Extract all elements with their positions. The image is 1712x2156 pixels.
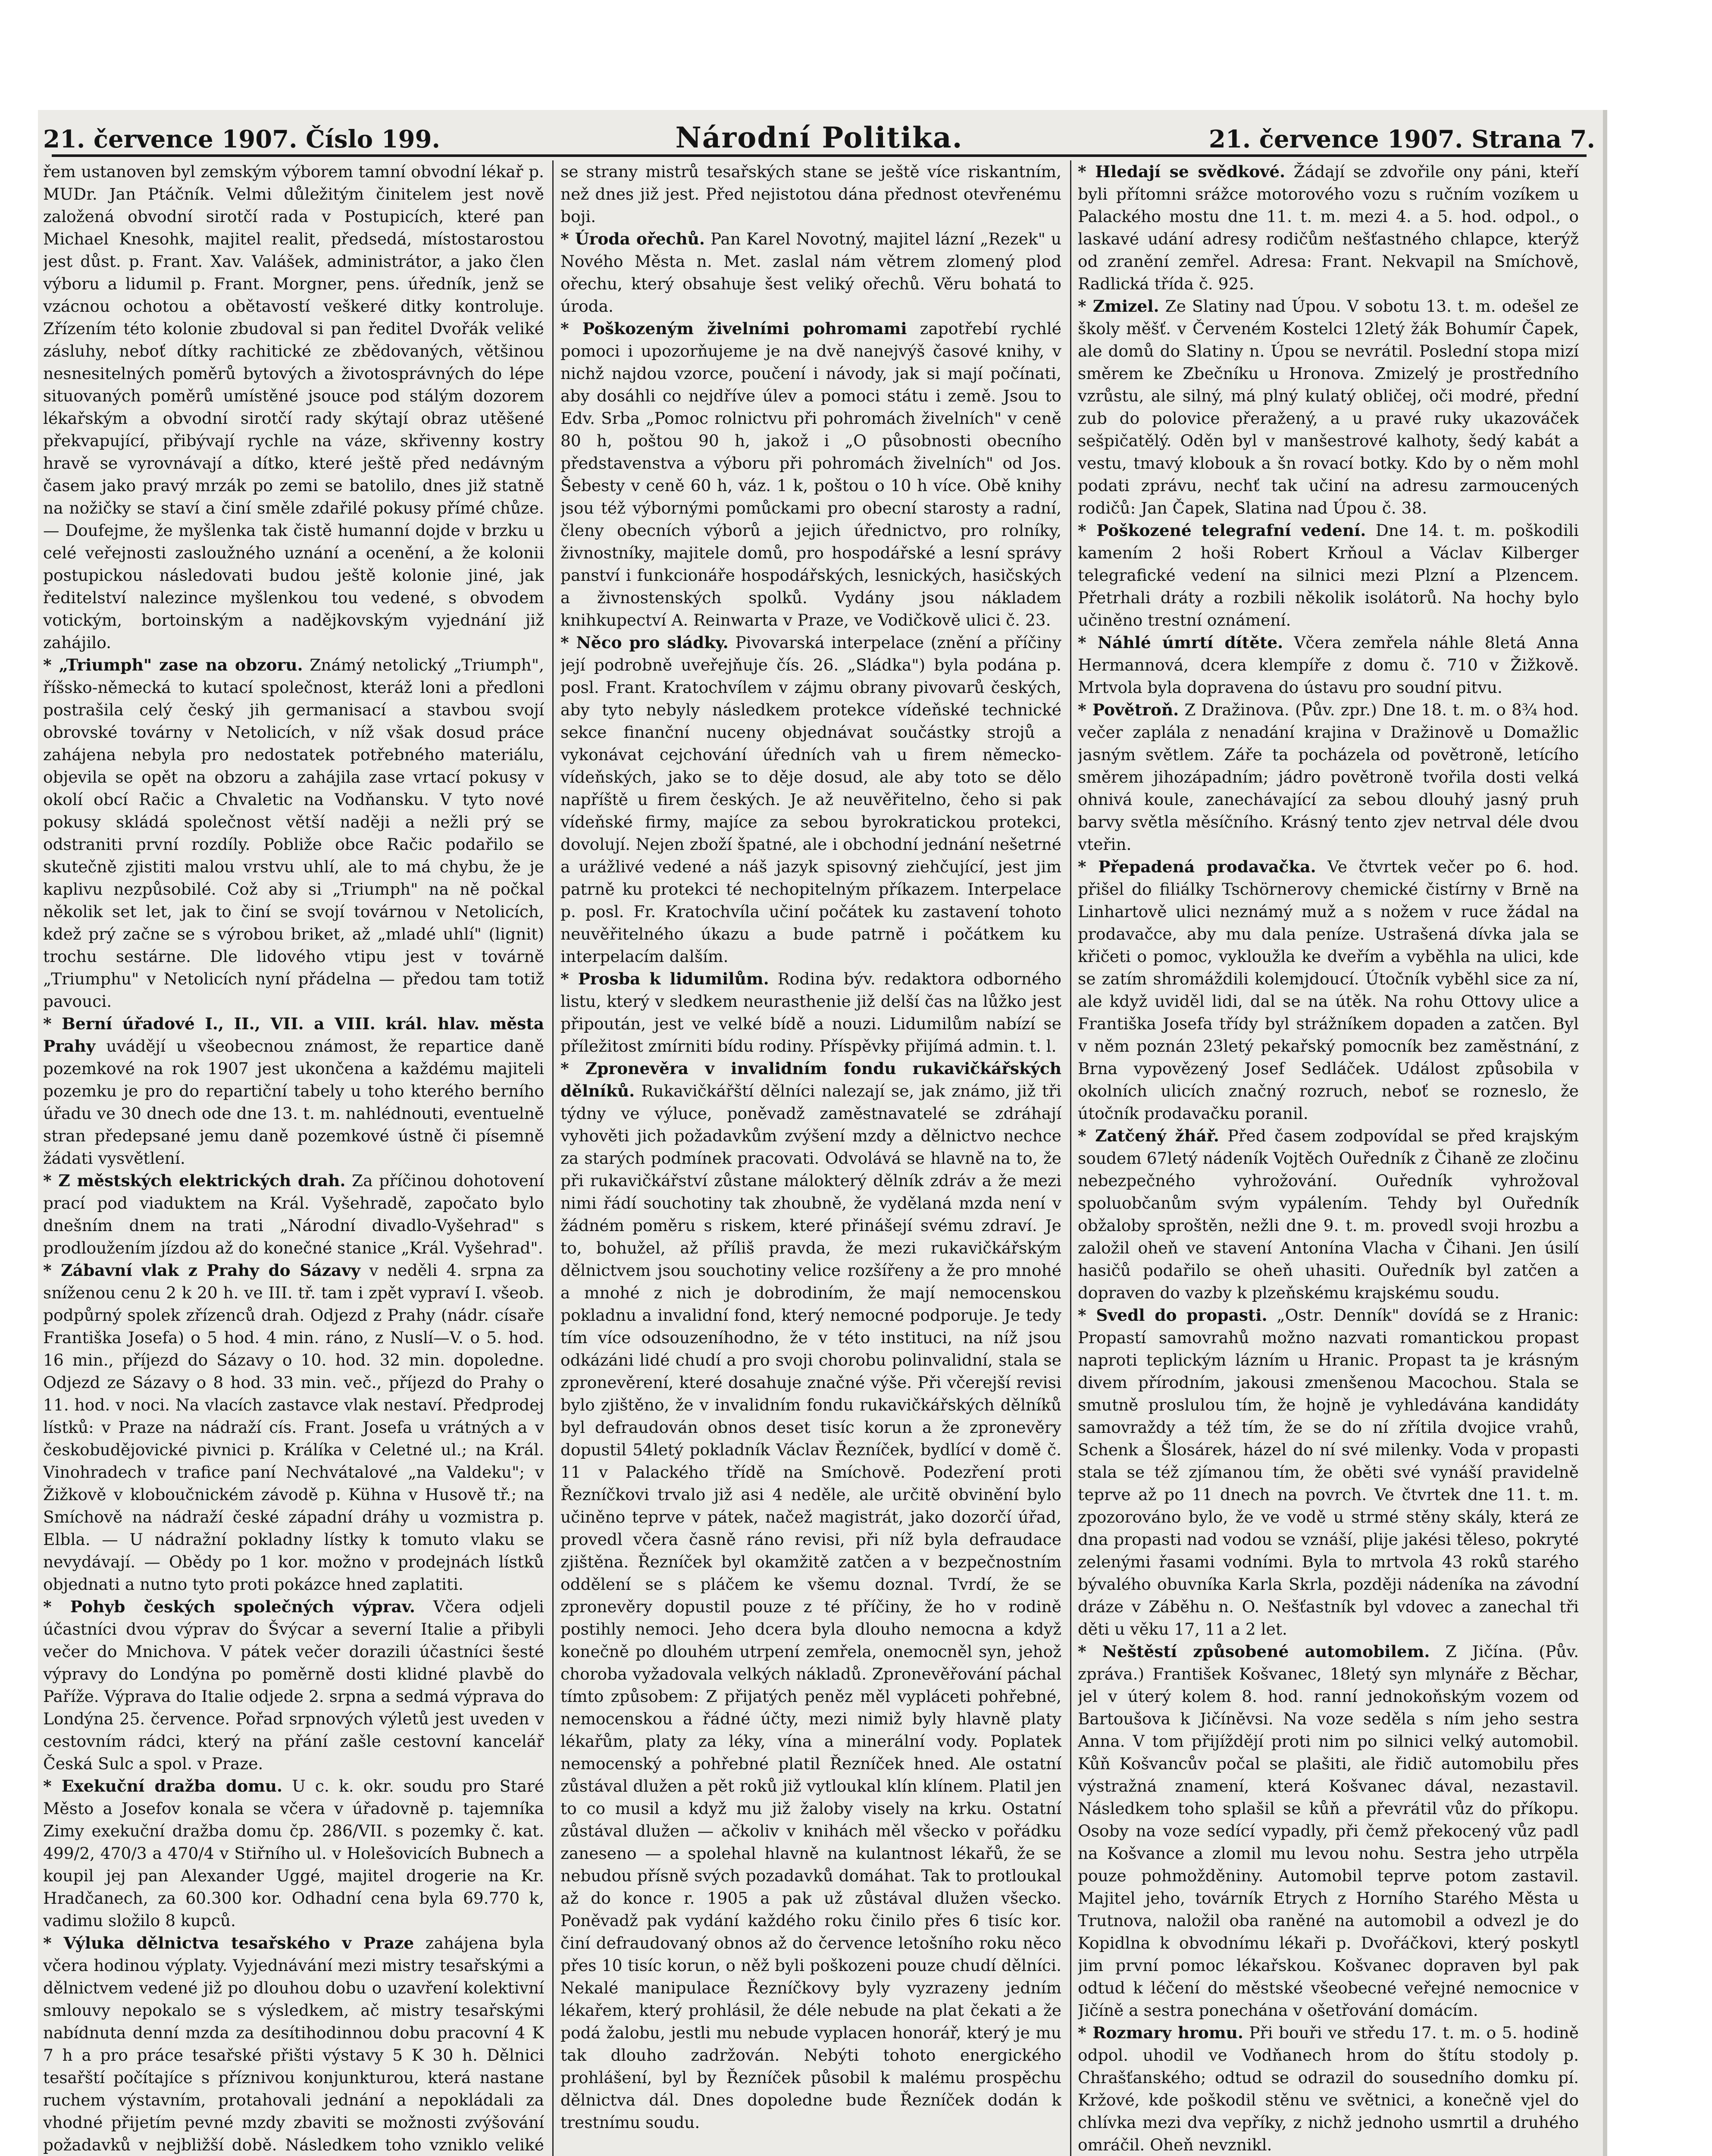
news-item-text: Včera zemřela náhle 8letá Anna Hermannová, dcera klempíře z domu č. 710 v Žižkově. Mrtvola byla dopravena do ústavu pro soudní pitvu. <box>1078 633 1579 697</box>
news-item-headline: * Exekuční dražba domu. <box>43 1777 283 1796</box>
news-item-text: se strany mistrů tesařských stane se ještě více riskantním, než dnes již jest. Před nejistotou dána přednost otevřenému boji. <box>560 162 1061 226</box>
news-item-headline: * Z městských elektrických drah. <box>43 1171 346 1190</box>
news-item-headline: * Náhlé úmrtí dítěte. <box>1078 633 1283 652</box>
news-item-text: Včera odjeli účastníci dvou výprav do Švýcar a severní Italie a přibyli večer do Mnichova. V pátek večer dorazili účastníci šesté výpravy do Londýna po poměrně dosti klidné plavbě do Paříže. Výprava do Italie odjede 2. srpna a sedmá výprava do Londýna 25. července. Pořad srpnových výletů jest uveden v cestovním rádci, který na přání zašle cestovní kancelář Česká Sulc a spol. v Praze. <box>43 1597 544 1773</box>
news-item <box>43 1012 544 1169</box>
news-item <box>43 1595 544 1775</box>
news-item <box>1078 699 1579 856</box>
news-item-text: Z Dražinova. (Pův. zpr.) Dne 18. t. m. o 8¾ hod. večer zaplála z nenadání krajina v Dražinově u Domažlic jasným světlem. Záře ta pocházela od povětroně, letícího směrem jihozápadním; jádro povětroně tvořila dosti velká ohnivá koule, zanechávající za sebou dlouhý jasný pruh barvy světla měsíčního. Krásný tento zjev netrval déle dvou vteřin. <box>1078 700 1579 854</box>
news-item <box>43 654 544 1012</box>
news-item <box>1078 295 1579 519</box>
news-item-headline: * Zpronevěra v invalidním fondu rukavičkářských dělníků. <box>560 1059 1061 1100</box>
news-item-text: uvádějí u všeobecnou známost, že repartice daně pozemkové na rok 1907 jest ukončena a každému majiteli pozemku je pro do repartiční tabely u toho kterého berního úřadu ve 30 dnech ode dne 13. t. m. nahlédnouti, eventuelně stran předepsané jemu daně pozemkové ústně či písemně žádati vysvětlení. <box>43 1037 544 1168</box>
news-item-headline: * „Triumph" zase na obzoru. <box>43 655 303 674</box>
header-date-page: 21. července 1907. Strana 7. <box>1208 125 1595 154</box>
news-item-headline: * Pohyb českých společných výprav. <box>43 1597 415 1616</box>
news-item-headline: * Výluka dělnictva tesařského v Praze <box>43 1934 414 1952</box>
news-item-headline: * Hledají se svědkové. <box>1078 162 1286 181</box>
news-item <box>1078 519 1579 631</box>
page-header <box>43 116 1595 155</box>
news-item-headline: * Neštěstí způsobené automobilem. <box>1078 1642 1430 1661</box>
news-item-text: Rodina býv. redaktora odborného listu, který v sledkem neurasthenie již delší čas na lůžko jest připoután, jest ve velké bídě a nouzi. Lidumilům nabízí se příležitost zmírniti bídu rodiny. Příspěvky přijímá admin. t. l. <box>560 969 1061 1056</box>
column-3 <box>1078 160 1579 2156</box>
news-item <box>560 631 1061 968</box>
news-item <box>560 160 1061 228</box>
news-item-text: Ze Slatiny nad Úpou. V sobotu 13. t. m. odešel ze školy měšť. v Červeném Kostelci 12letý žák Bohumír Čapek, ale domů do Slatiny n. Úpou se nevrátil. Poslední stopa mizí směrem ke Zbečníku u Hronova. Zmizelý je prostředního vzrůstu, ale silný, má plný kulatý obličej, oči modré, přední zub do polovice přeražený, a u pravé ruky ukazováček sešpičatělý. Oděn byl v manšestrové kalhoty, šedý kabát a vestu, tmavý klobouk a šn rovací botky. Kdo by o něm mohl podati zprávu, nechť tak učiní na adresu zarmoucených rodičů: Jan Čapek, Slatina nad Úpou č. 38. <box>1078 297 1579 517</box>
news-item-text: zahájena byla včera hodinou výplaty. Vyjednávání mezi mistry tesařskými a dělnictvem vedené již po dlouhou dobu o uzavření kolektivní smlouvy nepokalo se s výsledkem, ač mistry tesařskými nabídnuta denní mzda za desítihodinnou dobu pracovní 4 K 7 h a pro práce tesařské přišti výstavy 5 K 30 h. Dělnici tesařští počítajíce s příznivou konjunkturou, která nastane ruchem výstavním, protahovali jednání a nepokládali za vhodné přijetím pevné mzdy zbaviti se možnosti zvýšování požadavků v nejbližší době. Následkem toho vzniklo veliké <box>43 1934 544 2154</box>
news-item-text: Ve čtvrtek večer po 6. hod. přišel do filiálky Tschörnerovy chemické čistírny v Brně na Linhartově ulici neznámý muž a s nožem v ruce žádal na prodavačce, aby mu dala peníze. Ustrašená dívka jala se křičeti o pomoc, vykloužla ke dveřím a vyběhla na ulici, kde se zatím shromáždili kolemjdoucí. Útočník vyběhl sice za ní, ale když uviděl lidi, dal se na útěk. Na rohu Ottovy ulice a Františka Josefa třídy byl strážníkem dopaden a zatčen. Byl v něm poznán 23letý pekařský pomocník bez zaměstnání, z Brna vypovězený Josef Sedláček. Událost způsobila v okolních ulicích značný rozruch, neboť se rozneslo, že útočník prodavačku poranil. <box>1078 857 1579 1123</box>
news-item <box>43 1932 544 2156</box>
news-item <box>1078 1640 1579 2021</box>
text-columns <box>43 160 1595 2156</box>
news-item-headline: * Zmizel. <box>1078 297 1159 316</box>
news-item <box>1078 160 1579 295</box>
news-item <box>1078 1125 1579 1304</box>
header-date-issue: 21. července 1907. Číslo 199. <box>43 125 440 154</box>
news-item-headline: * Zábavní vlak z Prahy do Sázavy <box>43 1261 360 1280</box>
column-2 <box>560 160 1061 2156</box>
news-item <box>43 1775 544 1932</box>
news-item-headline: * Prosba k lidumilům. <box>560 969 769 988</box>
news-item-text: Z Jičína. (Pův. zpráva.) František Košvanec, 18letý syn mlynáře z Běchar, jel v úterý kolem 8. hod. ranní jednokoňským vozem od Bartoušova k Jičíněvsi. Na voze seděla s ním jeho sestra Anna. V tom přijíždějí proti nim po silnici velký automobil. Kůň Košvancův počal se plašiti, ale řidič automobilu přes výstražná znamení, která Košvanec dával, nezastavil. Následkem toho splašil se kůň a převrátil vůz do příkopu. Osoby na voze sedící vypadly, při čemž překocený vůz padl na Košvance a zlomil mu levou nohu. Sestra jeho utrpěla pouze pohmožděniny. Automobil teprve potom zastavil. Majitel jeho, továrník Etrych z Horního Starého Města u Trutnova, naložil oba raněné na automobil a odvezl je do Kopidlna k obvodnímu lékaři p. Dvořáčkovi, který poskytl jim první pomoc lékařskou. Košvanec dopraven byl pak odtud k léčení do městské všeobecné veřejné nemocnice v Jičíně a sestra ponechána v ošetřování domácím. <box>1078 1642 1579 2020</box>
column-1 <box>43 160 544 2156</box>
news-item-headline: * Přepadená prodavačka. <box>1078 857 1316 876</box>
header-rule <box>52 154 1587 157</box>
news-item-text: Dne 14. t. m. poškodili kamením 2 hoši Robert Krňoul a Václav Kilberger telegrafické vedení na silnici mezi Plzní a Plzencem. Přetrhali dráty a rozbili několik isolátorů. Na hochy bylo učiněno trestní oznámení. <box>1078 521 1579 630</box>
news-item-headline: * Poškozené telegrafní vedení. <box>1078 521 1366 540</box>
news-item-headline: * Povětroň. <box>1078 700 1179 719</box>
news-item <box>1078 856 1579 1125</box>
news-item-text: v neděli 4. srpna za sníženou cenu 2 k 20 h. ve III. tř. tam i zpět vypraví I. všeob. podpůrný spolek zřízenců drah. Odjezd z Prahy (nádr. císaře Františka Josefa) o 5 hod. 4 min. ráno, z Nuslí—V. o 5. hod. 16 min., příjezd do Sázavy o 10. hod. 32 min. dopoledne. Odjezd ze Sázavy o 8 hod. 33 min. več., příjezd do Prahy o 11. hod. v noci. Na vlacích zastavce vlak nestaví. Předprodej lístků: v Praze na nádraží cís. Frant. Josefa u vrátných a v českobudějovické pivnici p. Králíka v Celetné ul.; na Král. Vinohradech v trafice paní Nechvátalové „na Valdeku"; v Žižkově v kloboučnickém závodě p. Kühna v Husově tř.; na Smíchově na nádraží české západní dráhy u vozmistra p. Elbla. — U nádražní pokladny lístky k tomuto vlaku se nevydávají. — Obědy po 1 kor. možno v prodejnách lístků objednati a nutno tyto proti pokázce hned zaplatiti. <box>43 1261 544 1594</box>
news-item-text: „Ostr. Denník" dovídá se z Hranic: Propastí samovrahů možno nazvati romantickou propast naproti teplickým lázním u Hranic. Propast ta je krásným divem přírodním, jakousi zmenšenou Macochou. Stala se smutně proslulou tím, že hojně je vyhledávána kandidáty samovraždy a též tím, že se do ní zřítila dvojice vrahů, Schenk a Šlosárek, házel do ní své milenky. Voda v propasti stala se též zjímanou tím, že oběti své vynáší pravidelně teprve až po 11 dnech na povrch. Ve čtvrtek dne 11. t. m. zpozorováno bylo, že ve vodě u strmé stěny skály, která ze dna propasti nad vodou se vznáší, plije jakési těleso, pokryté zelenými řasami vodními. Byla to mrtvola 43 roků starého bývalého obuvníka Karla Skrla, později nádeníka na závodní dráze v Záběhu n. O. Nešťastník byl vdovec a zanechal tři děti u věku 17, 11 a 2 let. <box>1078 1306 1579 1639</box>
news-item <box>560 228 1061 317</box>
news-item-text: Před časem zodpovídal se před krajským soudem 67letý nádeník Vojtěch Ouředník z Čihaně ze zločinu nebezpečného vyhrožování. Ouředník vyhrožoval spoluobčanům svým vypálením. Tehdy byl Ouředník obžaloby sproštěn, nežli dne 9. t. m. provedl svoji hrozbu a založil oheň ve stavení Antonína Vlacha v Čihani. Jen úsilí hasičů podařilo se oheň uhasiti. Ouředník byl zatčen a dopraven do vazby k plzeňskému krajskému soudu. <box>1078 1126 1579 1302</box>
news-item <box>1078 631 1579 699</box>
news-item <box>43 1169 544 1259</box>
news-item-headline: * Poškozeným živelními pohromami <box>560 319 907 338</box>
news-item-text: Při bouři ve středu 17. t. m. o 5. hodině odpol. uhodil ve Vodňanech hrom do štítu stodoly p. Chrašťanského; odtud se odrazil do sousedního domku pí. Kržové, kde poškodil stěnu ve světnici, a konečně vjel do chlívka mezi dva vepříky, z nichž jednoho usmrtil a druhého omráčil. Oheň nevznikl. <box>1078 2023 1579 2154</box>
news-item-text: U c. k. okr. soudu pro Staré Město a Josefov konala se včera v úřadovně p. tajemníka Zimy exekuční dražba domu čp. 286/VII. s pozemky č. kat. 499/2, 470/3 a 470/4 v Stiřního ul. v Holešovicích Bubnech a koupil jej pan Alexander Uggé, majitel drogerie na Kr. Hradčanech, za 60.300 kor. Odhadní cena byla 69.770 k, vadimu složilo 8 kupců. <box>43 1777 544 1930</box>
news-item-headline: * Něco pro sládky. <box>560 633 729 652</box>
news-item <box>43 1259 544 1595</box>
news-item <box>560 968 1061 1057</box>
news-item-text: řem ustanoven byl zemským výborem tamní obvodní lékař p. MUDr. Jan Ptáčník. Velmi důležitým činitelem jest nově založená obvodní sirotčí rada v Postupicích, které pan Michael Knesohk, majitel realit, předsedá, místostarostou jest důst. p. Frant. Xav. Valášek, administrátor, a jako člen výboru a lidumil p. Frant. Morgner, pens. úředník, jenž se vzácnou ochotou a obětavostí veškeré ditky kontroluje. Zřízením této kolonie zbudoval si pan ředitel Dvořák veliké zásluhy, neboť dítky rachitické ze zbědovaných, většinou nesnesitelných poměrů bytových a životosprávných do lépe situovaných poměrů umístěné jsouce pod stálým dozorem lékařským a obvodní sirotčí rady skýtají obraz utěšené překvapující, přibývají rychle na váze, skřivenny kostry hravě se vyrovnávají a dítko, které ještě před nedávným časem jako pravý mrzák po zemi se batolilo, dnes již statně na nožičky se staví a činí směle zdařilé pokusy přímé chůze. — Doufejme, že myšlenka tak čistě humanní dojde v brzku u celé veřejnosti zasloužného uznání a ocenění, a že kolonii postupickou následovati budou ještě kolonie jiné, jak ředitelství nalezince myšlenkou tou vedené, s obvodem votickým, bortoinským a nadějkovským vyjednání již zahájilo. <box>43 162 544 652</box>
news-item-text: Pivovarská interpelace (znění a příčiny její podrobně uveřejňuje čís. 26. „Sládka") byla podána p. posl. Frant. Kratochvílem v zájmu obrany pivovarů českých, aby tyto nebyly následkem protekce vídeňské technické sekce finanční nuceny objednávat součástky strojů a vykonávat cejchování úředních vah u firem německo-vídeňských, jako se to děje dosud, ale aby toto se dělo napříště u firem českých. Je až neuvěřitelno, čeho si pak vídeňské firmy, majíce za sebou byrokratickou protekci, dovolují. Nejen zboží špatné, ale i obchodní jednání nešetrné a urážlivé vedené a náš jazyk spisovný ziehčující, jest jim patrně ku protekci té nechopitelným příkazem. Interpelace p. posl. Fr. Kratochvíla učiní počátek ku zastavení tohoto neuvěřitelného úkazu a bude patrně i počátkem ku interpelacím dalším. <box>560 633 1061 966</box>
page-edge-shadow <box>1603 110 1607 2156</box>
news-item <box>43 160 544 654</box>
news-item-text: Známý netolický „Triumph", říšsko-německá to kutací společnost, kteráž loni a předloni postrašila celý český jih germanisací a stavbou svojí obrovské továrny v Netolicích, v níž však dosud práce zahájena nebyla pro nedostatek potřebného materiálu, objevila se opět na obzoru a zahájila zase vrtací pokusy v okolí obcí Račic a Chvaletic na Vodňansku. V tyto nové pokusy skládá společnost větší naději a nežli prý se odstraniti první rozdíly. Pobliže obce Račic podařilo se skutečně zjistiti malou vrstvu uhlí, ale to má chybu, že je kaplivu nezpůsobilé. Což aby si „Triumph" na ně počkal několik set let, jak to činí se svojí továrnou v Netolicích, kdež prý začne se s výrobou briket, až „mladé uhlí" (lignit) trochu sestárne. Dle lidového vtipu jest v továrně „Triumphu" v Netolicích nyní přádelna — předou tam totiž pavouci. <box>43 655 544 1011</box>
news-item <box>1078 2021 1579 2156</box>
news-item-headline: * Zatčený žhář. <box>1078 1126 1219 1145</box>
news-item-headline: * Berní úřadové I., II., VII. a VIII. král. hlav. města Prahy <box>43 1014 544 1056</box>
news-item-text: Žádají se zdvořile ony páni, kteří byli přítomni srážce motorového vozu s ručním vozíkem u Palackého mostu dne 11. t. m. mezi 4. a 5. hod. odpol., o laskavé udání adresy rodičům nešťastného chlapce, kterýž od zranění zemřel. Adresa: Frant. Nekvapil na Smíchově, Radlická třída č. 925. <box>1078 162 1579 293</box>
news-item-text: Za příčinou dohotovení prací pod viaduktem na Král. Vyšehradě, započato bylo dnešním dnem na trati „Národní divadlo-Vyšehrad" s prodloužením jízdou až do konečné stanice „Král. Vyšehrad". <box>43 1171 544 1257</box>
news-item <box>560 317 1061 631</box>
news-item-text: Pan Karel Novotný, majitel lázní „Rezek" u Nového Města n. Met. zaslal nám větrem zlomený plod ořechu, který obsahuje šest veliký ořechů. Věru bohatá to úroda. <box>560 229 1061 316</box>
news-item-headline: * Rozmary hromu. <box>1078 2023 1243 2042</box>
news-item-text: zapotřebí rychlé pomoci i upozorňujeme je na dvě nanejvýš časové knihy, v nichž najdou vzorce, poučení i návody, jak si mají počínati, aby dosáhli co nejdříve úlev a pomoci státu i země. Jsou to Edv. Srba „Pomoc rolnictvu při pohromách živelních" v ceně 80 h, poštou 90 h, jakož i „O působnosti obecního představenstva a výboru při pohromách živelních" od Jos. Šebesty v ceně 60 h, váz. 1 k, poštou o 10 h více. Obě knihy jsou též výbornými pomůckami pro obecní starosty a radní, členy obecních výborů a jejich úřednictvo, pro rolníky, živnostníky, majitele domů, pro hospodářské a lesní správy panství i funkcionáře hospodářských, lesnických, hasičských a živnostenských spolků. Vydány jsou nákladem knihkupectví A. Reinwarta v Praze, ve Vodičkově ulici č. 23. <box>560 319 1061 630</box>
news-item <box>560 1057 1061 2134</box>
newspaper-title: Národní Politika. <box>675 121 963 154</box>
news-item-headline: * Úroda ořechů. <box>560 229 705 248</box>
news-item-text: Rukavičkářští dělníci nalezají se, jak známo, již tři týdny ve výluce, poněvadž zaměstnavatelé se zdráhají vyhověti jich požadavkům zvýšení mzdy a dělnictvo nechce za starých podmínek pracovati. Odvolává se hlavně na to, že při rukavičkářství zůstane málokterý dělník zdráv a že mezi nimi řádí souchotiny tak zhoubně, že vydělaná mzda není v žádném poměru s riskem, které přinášejí svému zdraví. Je to, bohužel, až příliš pravda, že mezi rukavičkářským dělnictvem jsou souchotiny velice rozšířeny a že pro mnohé a mnohé z nich je dobrodiním, že mají nemocenskou pokladnu a invalidní fond, který nemocné podporuje. Je tedy tím více odsouzeníhodno, že v této instituci, na níž jsou odkázáni lidé chudí a pro svoji chorobu polinvalidní, stala se zpronevěrení, které dosahuje značné výše. Při včerejší revisi bylo zjištěno, že v invalidním fondu rukavičkářských dělníků byl defraudován obnos deset tisíc korun a že zpronevěry dopustil 54letý pokladník Václav Řezníček, bydlící v domě č. 11 v Palackého třídě na Smíchově. Podezření proti Řezníčkovi trvalo již asi 4 neděle, ale určitě obvinění bylo učiněno teprve v pátek, načež magistrát, jako dozorčí úřad, provedl včera časně ráno revisi, při níž byla defraudace zjištěna. Řezníček byl okamžitě zatčen a v bezpečnostním oddělení se s pláčem ke všemu doznal. Tvrdí, že se zpronevěry dopustil pouze z té příčiny, že ho v rodině postihly nemoci. Jeho dcera byla dlouho nemocna a když konečně po dlouhém utrpení zemřela, onemocněl syn, jehož choroba vyžadovala velkých nákladů. Zpronevěřování páchal tímto způsobem: Z přijatých peněz měl vypláceti pohřebné, nemocenskou a řádné účty, mezi nimiž byly hlavně platy lékařům, platy za léky, vína a minerální vody. Poplatek nemocenský a pohřebné platil Řezníček hned. Ale ostatní zůstával dlužen a pět roků již vytloukal klín klínem. Platil jen to co musil a když mu již žaloby visely na krku. Ostatní zůstával dlužen — ačkoliv v knihách měl všecko v pořádku zaneseno — a spolehal hlavně na kulantnost lékařů, že se nebudou přísně svých pozadavků domáhat. Tak to protloukal až do konce r. 1905 a pak už zůstával dlužen všecko. Poněvadž pak vydání každého roku činilo přes 6 tisíc kor. činí defraudovaný obnos až do července letošního roku něco přes 10 tisíc korun, o něž byli poškozeni pouze chudí dělníci. Nekalé manipulace Řezníčkovy byly vyzrazeny jedním lékařem, který prohlásil, že déle nebude na plat čekati a že podá žalobu, jestli mu nebude vyplacen honorář, který je mu tak dlouho zadržován. Nebýti tohoto energického prohlášení, byl by Řezníček působil k malému prospěchu dělnictva dál. Dnes dopoledne bude Řezníček dodán k trestnímu soudu. <box>560 1081 1061 2132</box>
news-item <box>1078 1304 1579 1640</box>
news-item-headline: * Svedl do propasti. <box>1078 1306 1268 1325</box>
